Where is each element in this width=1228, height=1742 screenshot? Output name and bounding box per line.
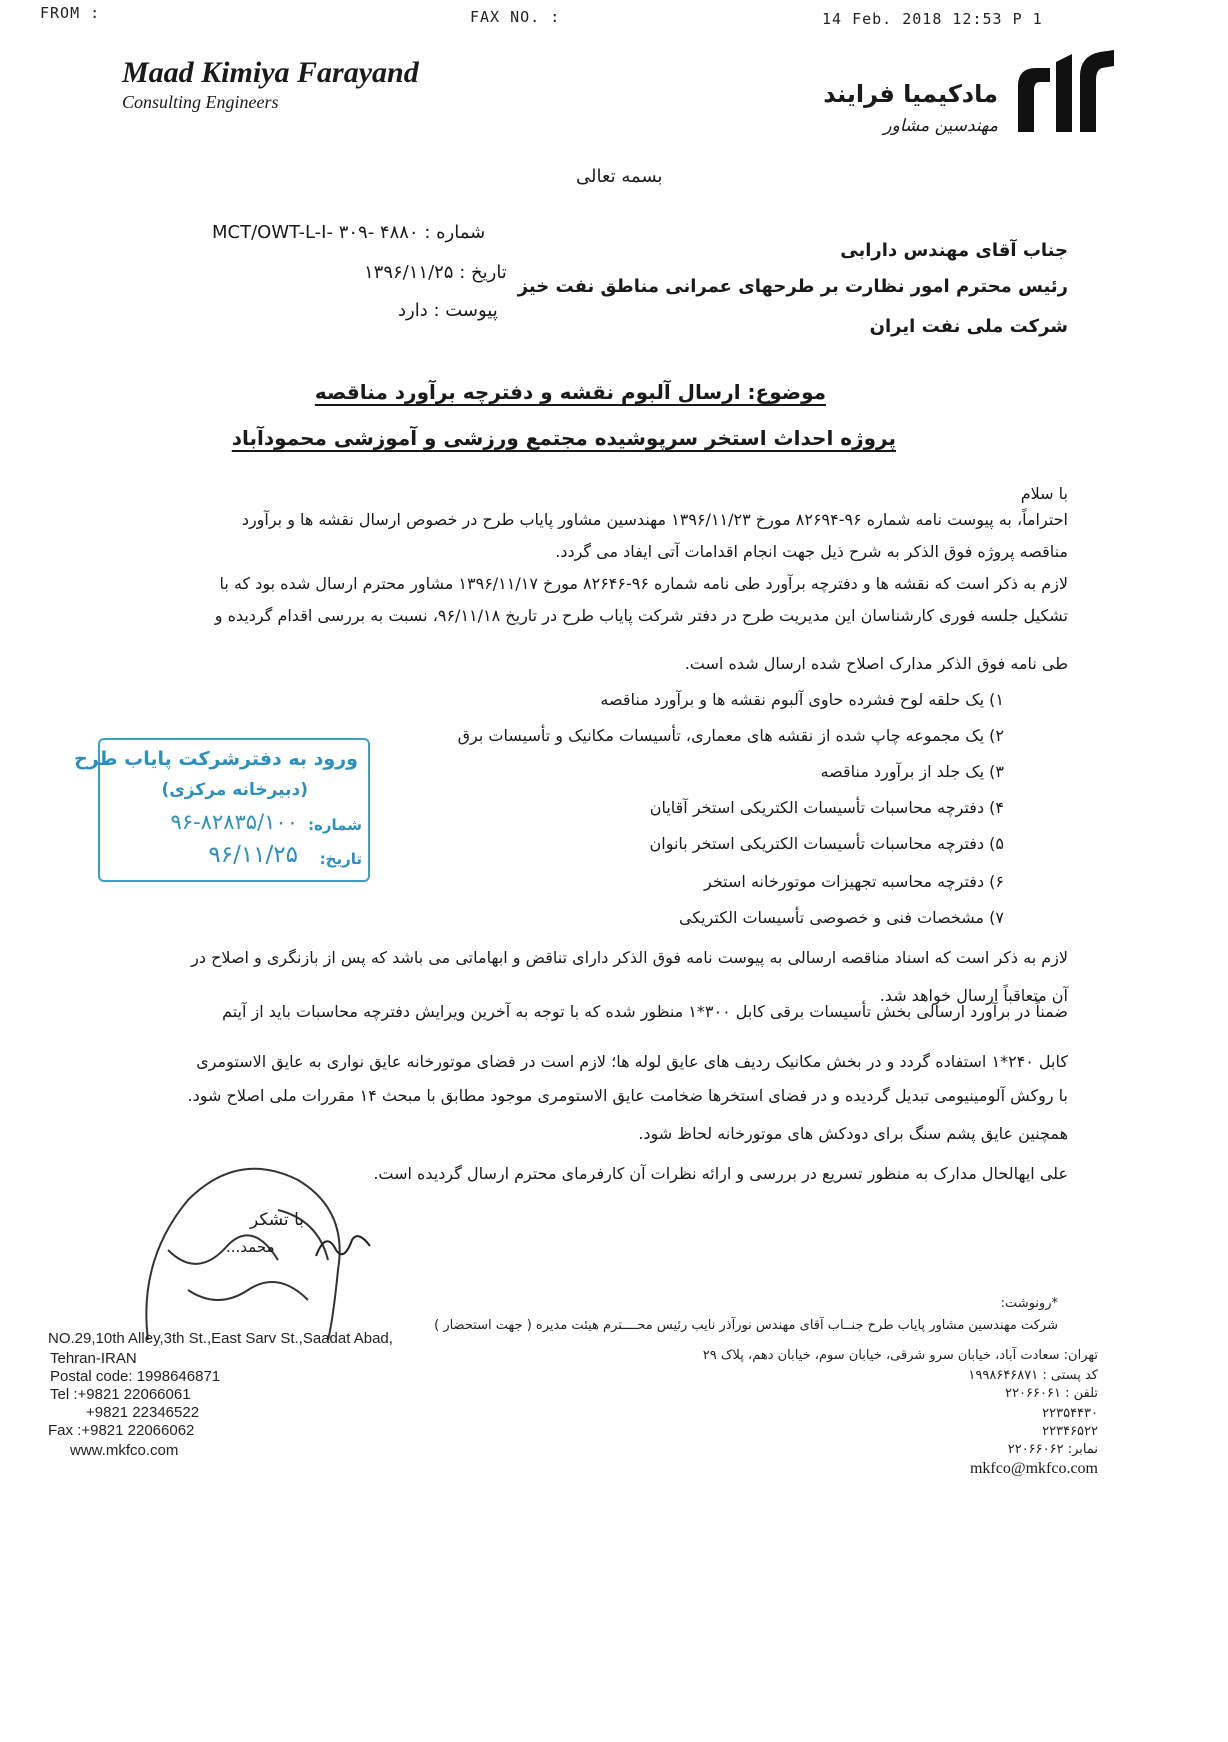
footer-address-line-2: Tehran-IRAN (50, 1350, 137, 1367)
footer-fa-tel-1: تلفن : ۲۲۰۶۶۰۶۱ (1005, 1386, 1098, 1401)
stamp-number-value: ۹۶-۸۲۸۳۵/۱۰۰ (170, 810, 298, 834)
footer-fax: Fax :+9821 22066062 (48, 1422, 195, 1439)
paragraph-2-line-2: تشکیل جلسه فوری کارشناسان این مدیریت طرح در دفتر شرکت پایاب طرح در تاریخ ۹۶/۱۱/۱۸، نسبت به بررسی اقدام گردیده و (214, 606, 1068, 625)
paragraph-4-line-4: همچنین عایق پشم سنگ برای دودکش های موتورخانه لحاظ شود. (638, 1124, 1068, 1143)
footer-fa-tel-3: ۲۲۳۴۶۵۲۲ (1042, 1424, 1098, 1439)
stamp-date-value: ۹۶/۱۱/۲۵ (208, 842, 298, 868)
paragraph-5-line-1: علی ایهالحال مدارک به منظور تسریع در بررسی و ارائه نظرات آن کارفرمای محترم ارسال گردیده است. (373, 1164, 1068, 1183)
stamp-number-label: شماره: (308, 816, 362, 834)
footer-tel-1: Tel :+9821 22066061 (50, 1386, 191, 1403)
recipient-name: جناب آقای مهندس دارابی (840, 240, 1068, 261)
company-subtitle-en: Consulting Engineers (122, 92, 279, 112)
letter-number: شماره : ۴۸۸۰ -MCT/OWT-L-I- ۳۰۹ (212, 222, 486, 243)
list-item: ۴) دفترچه محاسبات تأسیسات الکتریکی استخر آقایان (649, 798, 1004, 817)
paragraph-4-line-1: ضمناً در برآورد ارسالی بخش تأسیسات برقی کابل ۳۰۰*۱ منظور شده که با توجه به آخرین ویرایش دفترچه محاسبات باید از آیتم (222, 1002, 1068, 1021)
subject-line-2: پروژه احداث استخر سرپوشیده مجتمع ورزشی و آموزشی محمودآباد (231, 426, 896, 450)
paragraph-1-line-1: احتراماً، به پیوست نامه شماره ۹۶-۸۲۶۹۴ مورخ ۱۳۹۶/۱۱/۲۳ مهندسین مشاور پایاب طرح در خصوص ارسال نقشه ها و برآورد (241, 510, 1068, 529)
recipient-title: رئیس محترم امور نظارت بر طرحهای عمرانی مناطق نفت خیز (517, 276, 1068, 297)
stamp-date-label: تاریخ: (319, 850, 362, 868)
list-item: ۶) دفترچه محاسبه تجهیزات موتورخانه استخر (704, 872, 1004, 891)
subject-line-1: موضوع: ارسال آلبوم نقشه و دفترچه برآورد مناقصه (314, 380, 826, 404)
footer-fa-address: تهران: سعادت آباد، خیابان سرو شرقی، خیابان سوم، خیابان دهم، پلاک ۲۹ (702, 1348, 1098, 1363)
received-stamp (74, 738, 370, 882)
recipient-org: شرکت ملی نفت ایران (869, 316, 1068, 337)
list-item: ۲) یک مجموعه چاپ شده از نقشه های معماری، تأسیسات مکانیک و تأسیسات برق (457, 726, 1004, 745)
letter-attachment: پیوست : دارد (398, 300, 498, 321)
list-item: ۱) یک حلقه لوح فشرده حاوی آلبوم نقشه ها و برآورد مناقصه (600, 690, 1004, 709)
company-logo (1010, 46, 1122, 136)
greeting: با سلام (1020, 484, 1068, 503)
list-item: ۳) یک جلد از برآورد مناقصه (820, 762, 1004, 781)
paragraph-2-line-3: طی نامه فوق الذکر مدارک اصلاح شده ارسال شده است. (684, 654, 1068, 673)
fax-number: FAX NO. : (470, 8, 561, 26)
paragraph-4-line-3: با روکش آلومینیومی تبدیل گردیده و در فضای استخرها ضخامت عایق الاستومری موجود مطابق با مبحث ۱۴ مقررات ملی اصلاح شود. (187, 1086, 1068, 1105)
company-name-fa: مادکیمیا فرایند (823, 80, 998, 108)
list-item: ۷) مشخصات فنی و خصوصی تأسیسات الکتریکی (678, 908, 1004, 927)
cc-text: شرکت مهندسین مشاور پایاب طرح جنــاب آقای مهندس نورآذر نایب رئیس محــــترم هیئت مدیره ( جهت استحضار ) (434, 1318, 1058, 1333)
footer-fa-fax: نمابر: ۲۲۰۶۶۰۶۲ (1007, 1442, 1098, 1457)
invocation: بسمه تعالی (576, 166, 663, 187)
footer-postal-code: Postal code: 1998646871 (50, 1368, 221, 1385)
footer-fa-postal: کد پستی : ۱۹۹۸۶۴۶۸۷۱ (968, 1368, 1098, 1383)
signature-closing: با تشکر (250, 1210, 304, 1230)
paragraph-3-line-2: آن متعاقباً ارسال خواهد شد. (879, 986, 1068, 1005)
stamp-subtitle: (دبیرخانه مرکزی) (161, 780, 308, 800)
footer-fa-tel-2: ۲۲۳۵۴۴۳۰ (1042, 1406, 1098, 1421)
footer-website: www.mkfco.com (70, 1442, 179, 1459)
footer-email: mkfco@mkfco.com (969, 1460, 1098, 1477)
paragraph-1-line-2: مناقصه پروژه فوق الذکر به شرح ذیل جهت انجام اقدامات آتی ایفاد می گردد. (555, 542, 1068, 561)
paragraph-2-line-1: لازم به ذکر است که نقشه ها و دفترچه برآورد طی نامه شماره ۹۶-۸۲۶۴۶ مورخ ۱۳۹۶/۱۱/۱۷ مشاور محترم ارسال شده بود که با (219, 574, 1068, 593)
signature-name: محمد... (226, 1238, 275, 1256)
list-item: ۵) دفترچه محاسبات تأسیسات الکتریکی استخر بانوان (649, 834, 1004, 853)
cc-label: *رونوشت: (1000, 1296, 1058, 1311)
footer-address-line-1: NO.29,10th Alley,3th St.,East Sarv St.,Saadat Abad, (48, 1330, 393, 1347)
fax-datetime: 14 Feb. 2018 12:53 P 1 (822, 10, 1043, 28)
paragraph-3-line-1: لازم به ذکر است که اسناد مناقصه ارسالی به پیوست نامه فوق الذکر دارای تناقض و ابهاماتی می باشد که پس از بازنگری و اصلاح در (191, 948, 1068, 967)
company-subtitle-fa: مهندسین مشاور (883, 116, 998, 136)
stamp-title: ورود به دفترشرکت پایاب طرح (74, 748, 358, 770)
fax-from: FROM : (40, 4, 101, 22)
signature-scribble (312, 1226, 376, 1266)
footer-tel-2: +9821 22346522 (86, 1404, 200, 1421)
letter-date: تاریخ : ۱۳۹۶/۱۱/۲۵ (364, 262, 507, 283)
company-name-en: Maad Kimiya Farayand (122, 56, 419, 89)
paragraph-4-line-2: کابل ۲۴۰*۱ استفاده گردد و در بخش مکانیک ردیف های عایق لوله ها؛ لازم است در فضای موتورخانه عایق نواری به عایق الاستومری (196, 1052, 1068, 1071)
